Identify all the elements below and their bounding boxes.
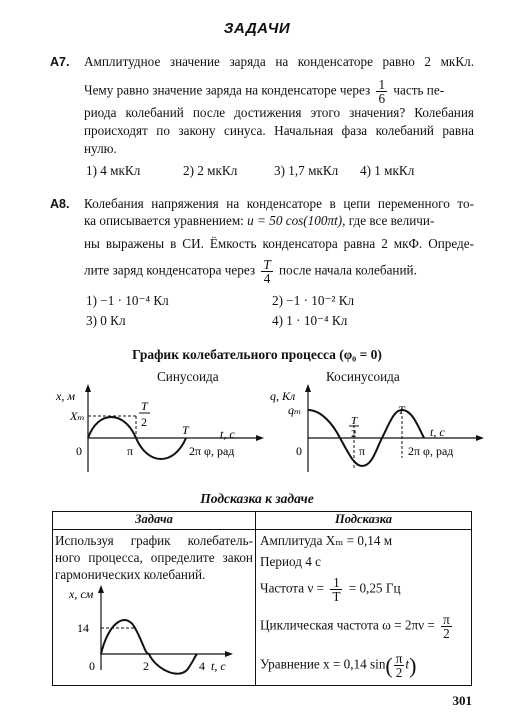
hint-ylabel: x, см bbox=[69, 587, 94, 601]
sine-graph bbox=[48, 380, 268, 480]
page-number: 301 bbox=[452, 693, 472, 708]
sine-caption: Синусоида bbox=[157, 369, 219, 384]
hint-origin: 0 bbox=[89, 659, 95, 673]
cosine-graph bbox=[262, 380, 492, 480]
hint-frequency: Частота ν = $\frac{1}{T}$ = 0,25 Гц bbox=[260, 575, 401, 604]
cosine-period: T bbox=[398, 403, 405, 417]
a7-text-line-5: нулю. bbox=[84, 141, 117, 156]
cosine-t-label: t, c bbox=[430, 425, 445, 439]
sine-t-label: t, c bbox=[220, 427, 235, 441]
hint-task-cell bbox=[53, 530, 256, 686]
a8-fraction: $\frac{T}{4}$ bbox=[263, 257, 271, 286]
sine-amp: Xₘ bbox=[70, 409, 85, 423]
hint-amplitude: Амплитуда Xₘ = 0,14 м bbox=[260, 533, 393, 548]
a8-text-line-4: лите заряд конденсатора через $\frac{T}{4}$ после начала колебаний. bbox=[84, 257, 417, 286]
a8-text-line-3: ны выражены в СИ. Ёмкость конденсатора равна 2 мкФ. Опреде- bbox=[84, 236, 474, 251]
a7-text-line-4: происходят по закону синуса. Начальная фаза колебаний равна bbox=[84, 123, 474, 138]
sine-half-den: 2 bbox=[141, 415, 147, 429]
sine-half-num: T bbox=[141, 399, 148, 413]
sine-ylabel: x, м bbox=[56, 389, 75, 403]
page-title: ЗАДАЧИ bbox=[223, 20, 291, 37]
question-a7-number: А7. bbox=[50, 55, 70, 69]
hint-title: Подсказка к задаче bbox=[200, 491, 314, 506]
a7-option-1: 1) 4 мкКл bbox=[86, 163, 141, 178]
hint-period: Период 4 с bbox=[260, 554, 321, 569]
task-line-3: гармонических колебаний. bbox=[55, 567, 206, 582]
sine-period: T bbox=[182, 423, 189, 437]
hint-xtick-2: 4 bbox=[199, 659, 205, 673]
cosine-amp: qₘ bbox=[288, 403, 302, 417]
a7-fraction: $\frac{1}{6}$ bbox=[378, 77, 386, 106]
question-a8-number: А8. bbox=[50, 197, 70, 211]
cosine-ylabel: q, Кл bbox=[270, 389, 296, 403]
a7-text-line-2 bbox=[84, 78, 444, 105]
cosine-phi-label: 2π φ, рад bbox=[408, 444, 454, 458]
a7-text-line-1: Амплитудное значение заряда на конденсаторе равно 2 мкКл. bbox=[84, 54, 474, 69]
a8-text-line-1: Колебания напряжения на конденсаторе в цепи переменного то- bbox=[84, 196, 474, 211]
a7-option-2: 2) 2 мкКл bbox=[183, 163, 238, 178]
hint-graph bbox=[53, 582, 253, 682]
hint-table bbox=[52, 511, 472, 686]
task-line-2: ного процесса, определите закон bbox=[55, 550, 253, 565]
a8-option-4: 4) 1 · 10⁻⁴ Кл bbox=[272, 313, 348, 328]
a8-option-1: 1) −1 · 10⁻⁴ Кл bbox=[86, 293, 169, 308]
a7-text-line-3: риода колебаний после достижения этого значения? Колебания bbox=[84, 105, 474, 120]
cosine-half-den: 2 bbox=[351, 428, 357, 440]
a8-option-2: 2) −1 · 10⁻² Кл bbox=[272, 293, 355, 308]
hint-col-task: Задача bbox=[53, 512, 256, 530]
a7-text-line-2b: часть пе- bbox=[393, 82, 445, 98]
task-line-1: Используя график колебатель- bbox=[55, 533, 253, 548]
sine-pi: π bbox=[127, 444, 134, 458]
hint-answer-cell bbox=[256, 530, 472, 686]
hint-cyclic: Циклическая частота ω = 2πν = $\frac{\pi}{2}$ bbox=[260, 612, 450, 641]
a8-formula: u = 50 cos(100πt) bbox=[247, 213, 343, 228]
a7-option-3: 3) 1,7 мкКл bbox=[274, 163, 339, 178]
sine-phi-label: 2π φ, рад bbox=[189, 444, 235, 458]
hint-t-label: t, c bbox=[211, 659, 226, 673]
cosine-half-num: T bbox=[351, 415, 358, 427]
hint-ytick: 14 bbox=[77, 621, 89, 635]
hint-col-hint: Подсказка bbox=[256, 512, 472, 530]
a7-option-4: 4) 1 мкКл bbox=[360, 163, 415, 178]
cosine-caption: Косинусоида bbox=[326, 369, 400, 384]
graphs-title: График колебательного процесса (φ₀ = 0) bbox=[132, 347, 382, 362]
cosine-pi: π bbox=[359, 444, 366, 458]
sine-origin: 0 bbox=[76, 444, 82, 458]
cosine-origin: 0 bbox=[296, 444, 302, 458]
hint-xtick-1: 2 bbox=[143, 659, 149, 673]
a8-option-3: 3) 0 Кл bbox=[86, 313, 126, 328]
a7-text-line-2a: Чему равно значение заряда на конденсаторе через bbox=[84, 82, 371, 98]
a8-text-line-2: ка описывается уравнением: u = 50 cos(100πt), где все величи- bbox=[84, 213, 435, 228]
hint-equation: Уравнение x = 0,14 sin( $\frac{\pi}{2}$ t) bbox=[260, 651, 417, 680]
